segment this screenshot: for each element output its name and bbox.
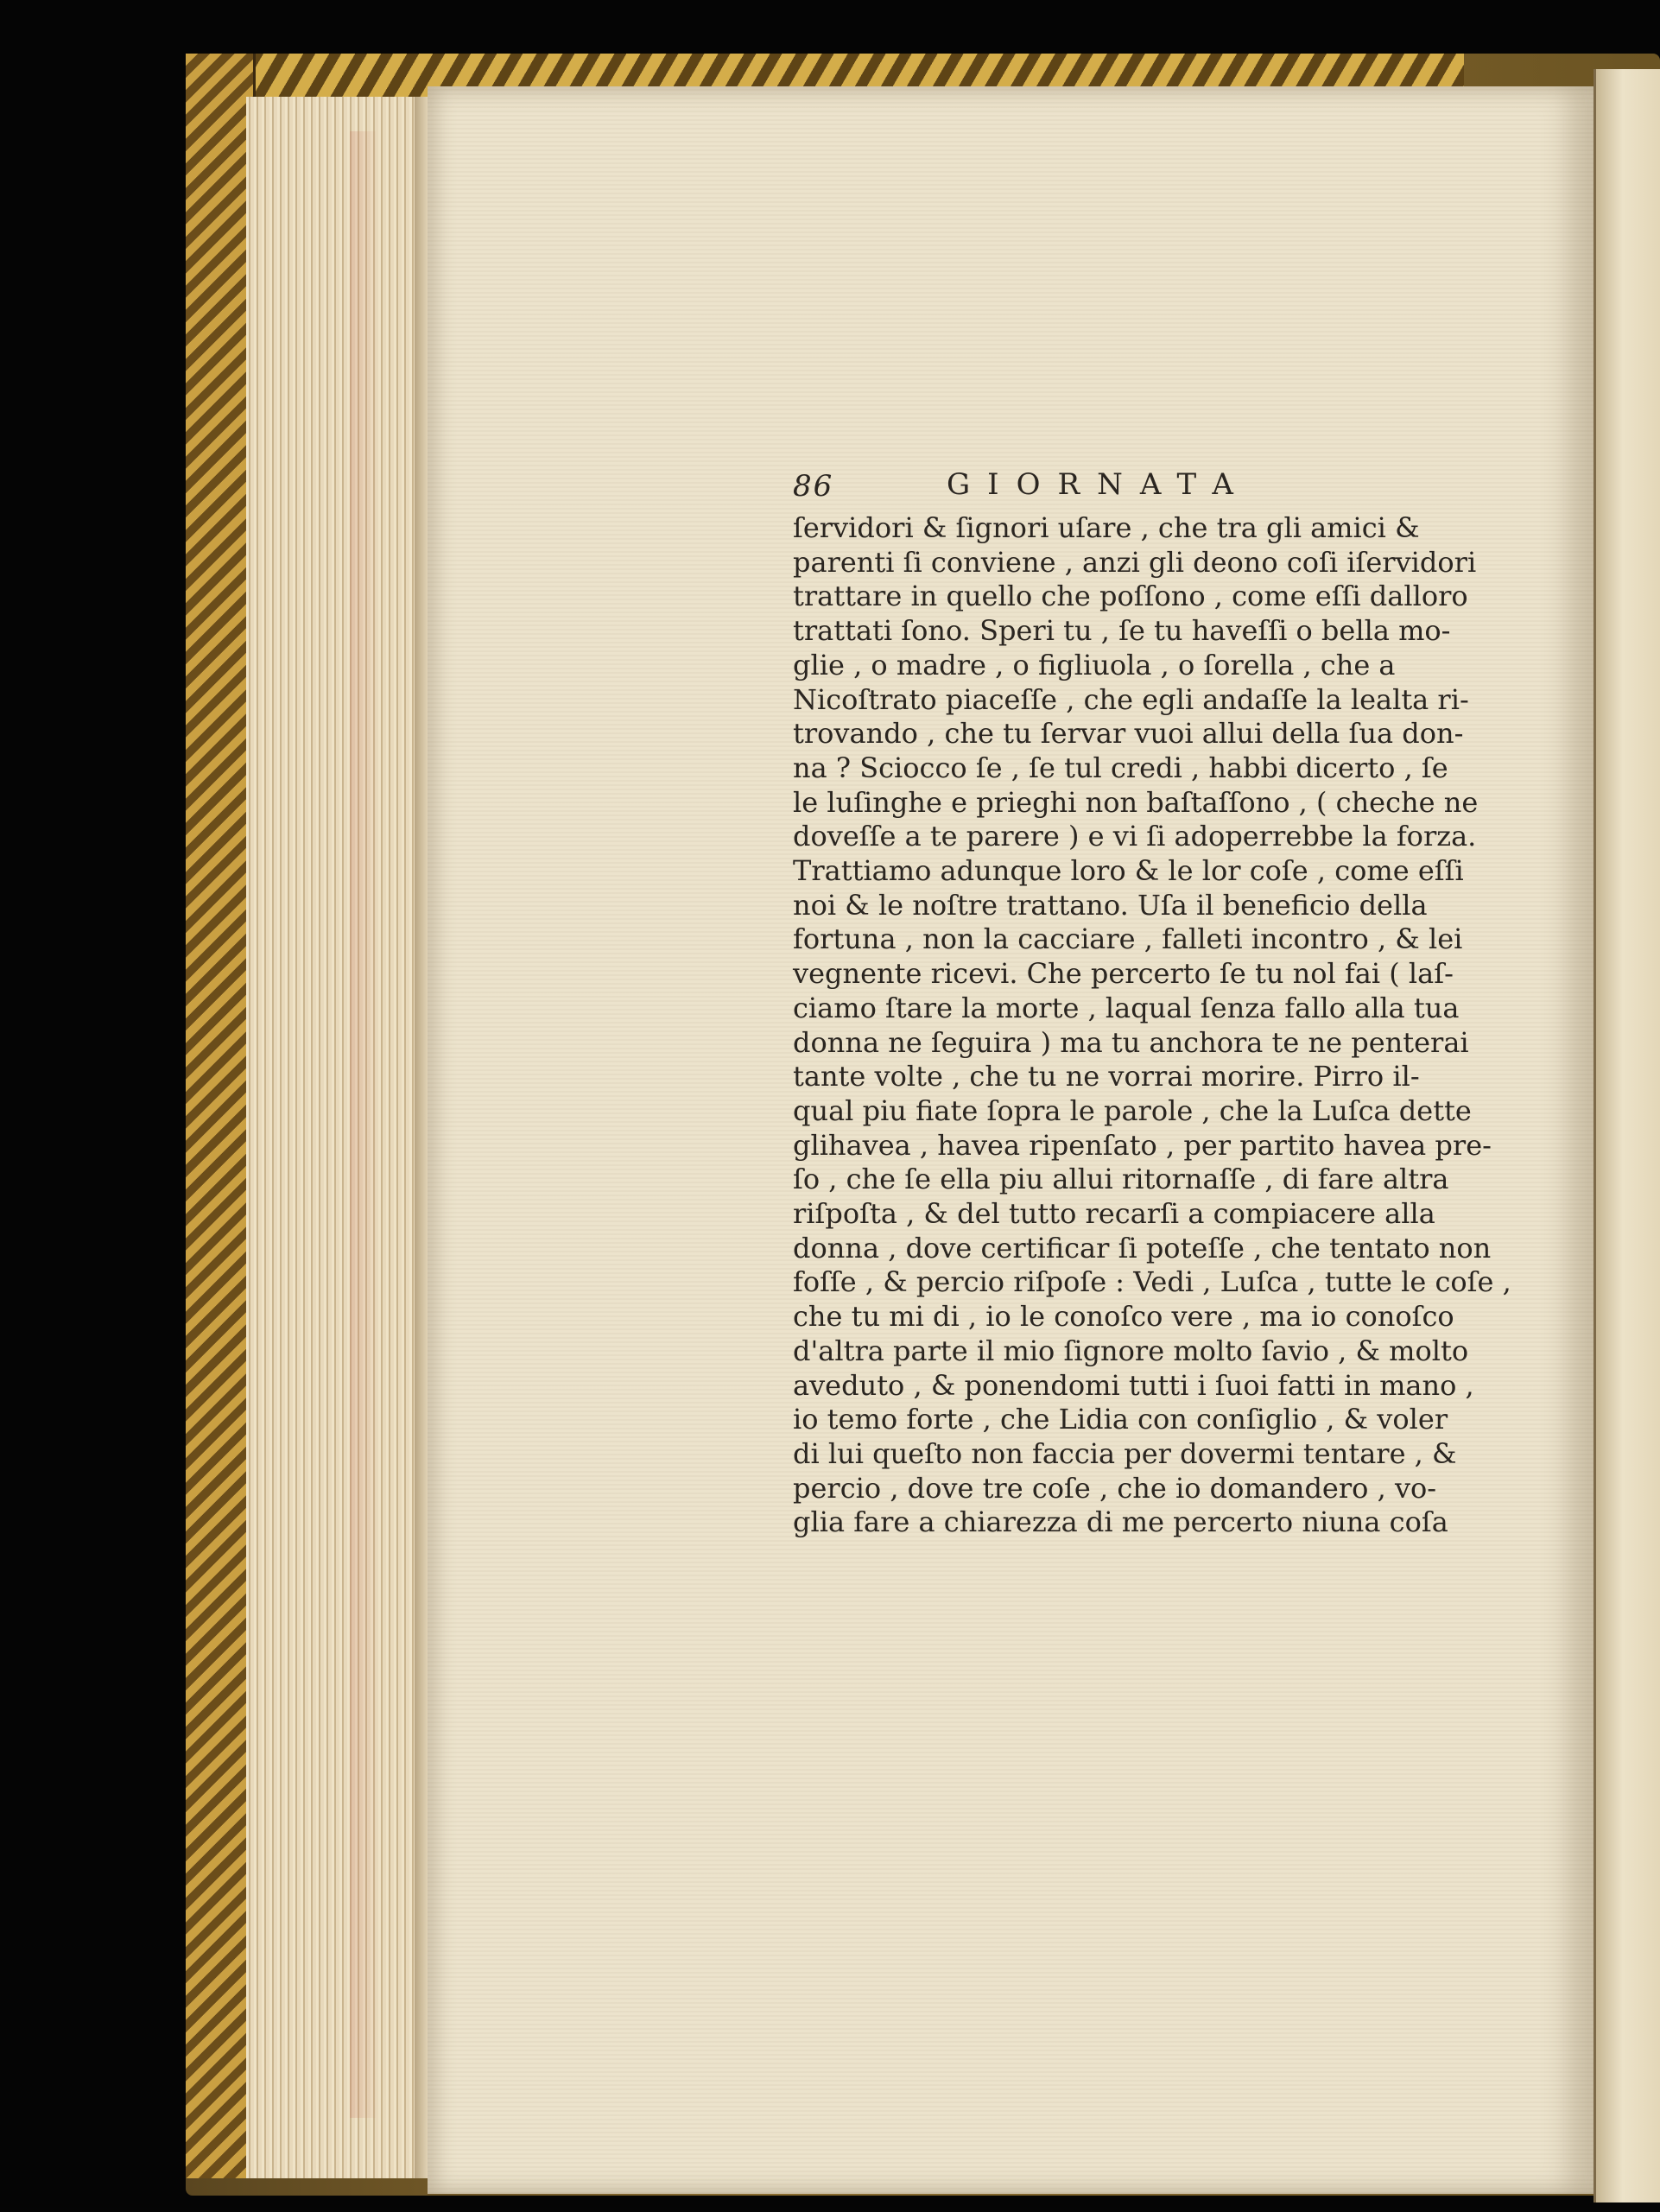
text-line: noi & le noſtre trattano. Uſa il beneficio della bbox=[793, 888, 1428, 922]
page-edges bbox=[246, 97, 419, 2178]
gilt-side-border bbox=[186, 54, 256, 2178]
running-title: GIORNATA bbox=[947, 467, 1251, 502]
text-line: na ? Sciocco ſe , ſe tul credi , habbi dicerto , ſe bbox=[793, 751, 1448, 784]
text-line: glie , o madre , o figliuola , o ſorella , che a bbox=[793, 648, 1396, 681]
text-line: di lui queſto non faccia per dovermi tentare , & bbox=[793, 1436, 1457, 1470]
text-line: foſſe , & percio riſpoſe : Vedi , Luſca , tutte le coſe , bbox=[793, 1265, 1511, 1299]
text-line: ſo , che ſe ella piu allui ritornaſſe , di fare altra bbox=[793, 1163, 1449, 1196]
text-line: parenti ſi conviene , anzi gli deono coſi iſervidori bbox=[793, 545, 1477, 579]
body-text bbox=[793, 511, 1511, 1540]
text-line: vegnente ricevi. Che percerto ſe tu nol fai ( laſ- bbox=[793, 957, 1454, 991]
text-line: Nicoſtrato piaceſſe , che egli andaſſe la lealta ri- bbox=[793, 682, 1469, 716]
text-line: riſpoſta , & del tutto recarſi a compiacere alla bbox=[793, 1197, 1435, 1231]
text-line: aveduto , & ponendomi tutti i ſuoi fatti in mano , bbox=[793, 1368, 1474, 1402]
page-number: 86 bbox=[793, 469, 834, 504]
text-line: donna ne ſeguira ) ma tu anchora te ne penterai bbox=[793, 1025, 1469, 1059]
text-line: tante volte , che tu ne vorrai morire. Pirro il- bbox=[793, 1060, 1420, 1093]
text-line: percio , dove tre coſe , che io domandero , vo- bbox=[793, 1471, 1437, 1505]
adjacent-page-edge bbox=[1593, 69, 1660, 2202]
text-block bbox=[793, 466, 1511, 1540]
text-line: glihavea , havea ripenſato , per partito havea pre- bbox=[793, 1128, 1492, 1162]
text-line: doveſſe a te parere ) e vi ſi adoperrebbe la forza. bbox=[793, 820, 1477, 853]
text-line: glia fare a chiarezza di me percerto niuna coſa bbox=[793, 1505, 1448, 1539]
text-line: le luſinghe e prieghi non baſtaſſono , ( cheche ne bbox=[793, 785, 1479, 819]
text-line: trattare in quello che poſſono , come eſſi dalloro bbox=[793, 580, 1468, 613]
text-line: Trattiamo adunque loro & le lor coſe , come eſſi bbox=[793, 854, 1464, 888]
text-line: trovando , che tu ſervar vuoi allui della ſua don- bbox=[793, 717, 1464, 751]
text-line: io temo forte , che Lidia con conſiglio , & voler bbox=[793, 1403, 1448, 1436]
text-line: qual piu fiate ſopra le parole , che la Luſca dette bbox=[793, 1093, 1472, 1127]
text-line: che tu mi di , io le conoſco vere , ma io conoſco bbox=[793, 1300, 1454, 1334]
text-line: ſervidori & ſignori uſare , che tra gli amici & bbox=[793, 511, 1420, 544]
running-head bbox=[793, 466, 1393, 511]
text-line: trattati ſono. Speri tu , ſe tu haveſſi o bella mo- bbox=[793, 614, 1451, 648]
text-line: ciamo ſtare la morte , laqual ſenza fallo alla tua bbox=[793, 991, 1460, 1024]
text-line: donna , dove certificar ſi poteſſe , che tentato non bbox=[793, 1231, 1492, 1264]
text-line: d'altra parte il mio ſignore molto ſavio , & molto bbox=[793, 1334, 1469, 1367]
text-line: fortuna , non la cacciare , falleti incontro , & lei bbox=[793, 922, 1463, 956]
